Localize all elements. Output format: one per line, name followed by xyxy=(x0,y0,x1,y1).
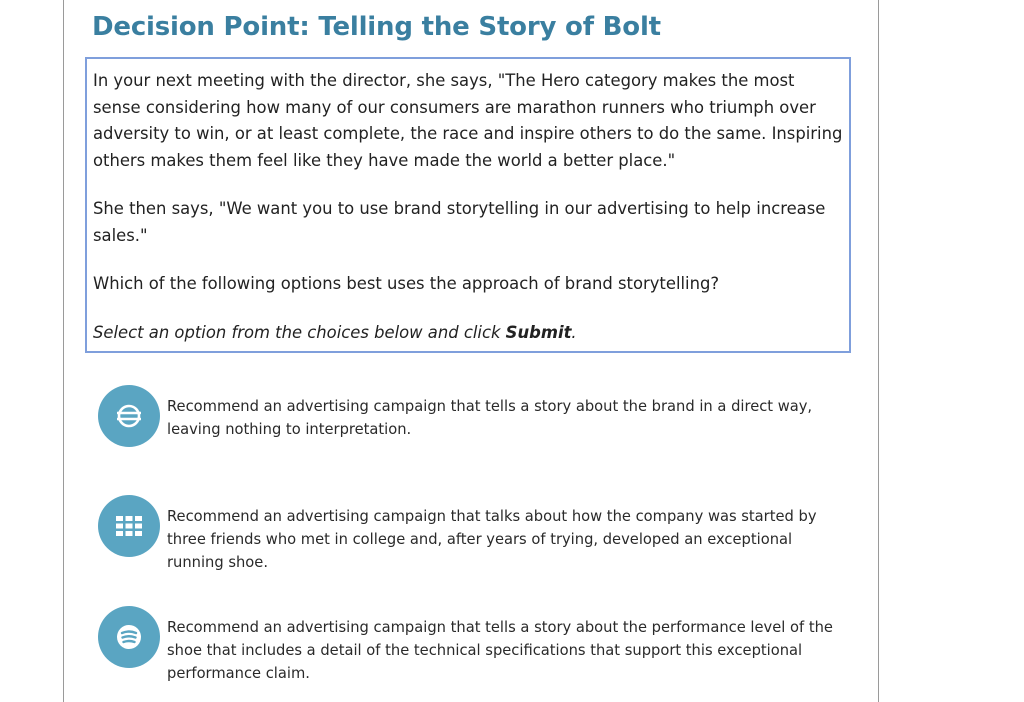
page-title: Decision Point: Telling the Story of Bolt xyxy=(92,12,661,42)
scenario-paragraph-2: She then says, "We want you to use brand storytelling in our advertising to help increase sales." xyxy=(93,199,826,245)
content-page xyxy=(63,0,879,702)
wave-lines-icon[interactable] xyxy=(98,606,160,668)
option-1-label[interactable]: Recommend an advertising campaign that tells a story about the brand in a direct way, leaving nothing to interpretation. xyxy=(167,398,813,438)
option-2-label[interactable]: Recommend an advertising campaign that talks about how the company was started by three friends who met in college and, after years of trying, developed an exceptional running shoe. xyxy=(167,508,817,571)
scenario-box xyxy=(85,57,851,353)
scenario-paragraph-1: In your next meeting with the director, she says, "The Hero category makes the most sense considering how many of our consumers are marathon runners who triumph over adversity to win, or at least complete, the race and inspire others to do the same. Inspiring others makes them feel like they have made the world a better place." xyxy=(93,71,843,170)
instruction-text: Select an option from the choices below and click Submit. xyxy=(93,322,577,342)
submit-keyword: Submit xyxy=(505,322,572,342)
flattened-globe-icon[interactable] xyxy=(98,385,160,447)
option-3-label[interactable]: Recommend an advertising campaign that tells a story about the performance level of the shoe that includes a detail of the technical specifications that support this exceptional performance claim. xyxy=(167,619,833,682)
grid-icon[interactable] xyxy=(98,495,160,557)
question-text: Which of the following options best uses the approach of brand storytelling? xyxy=(93,274,720,293)
